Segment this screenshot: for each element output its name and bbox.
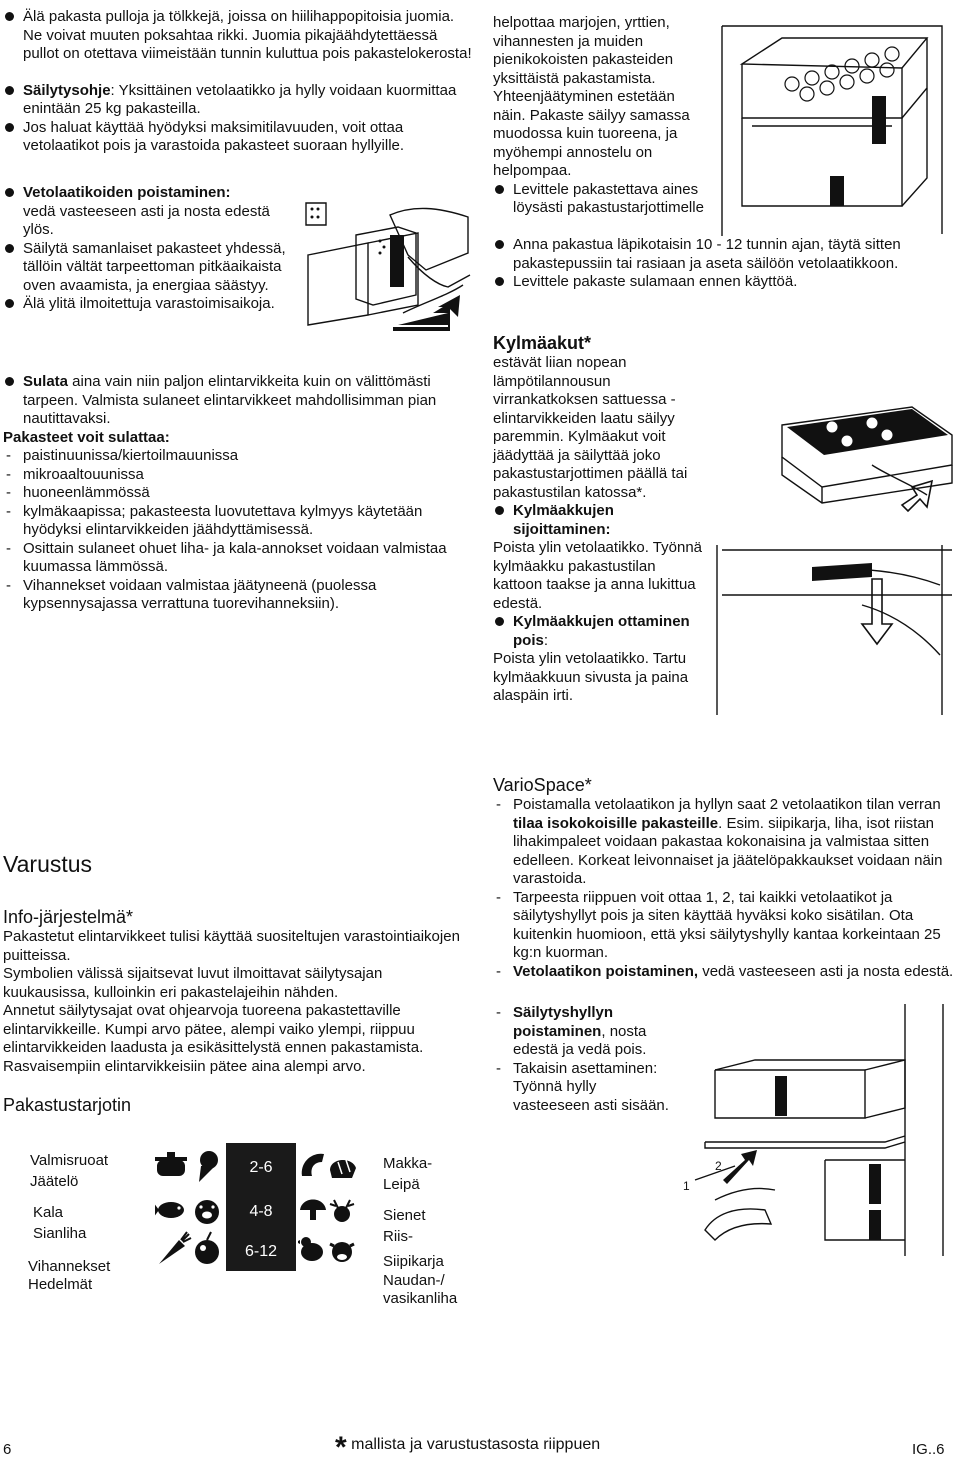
variospace-block <box>493 774 955 981</box>
variospace-item-1-text: Poistamalla vetolaatikon ja hyllyn saat 2 vetolaatikon tilan verran <box>513 796 941 813</box>
sausage-icon <box>302 1154 324 1176</box>
tray-step-1: Levittele pakastettava aines löysästi pakastustarjottimelle <box>493 181 705 218</box>
drawer-removal-block <box>3 184 293 314</box>
storage-instruction-text: : Yksittäinen vetolaatikko ja hylly voidaan kuormittaa enintään 25 kg pakasteilla. <box>23 81 457 117</box>
info-label: Makka- <box>383 1155 433 1172</box>
info-labels-left-2 <box>33 1202 86 1244</box>
fish-icon <box>155 1202 184 1218</box>
thaw-tip-text: aina vain niin paljon elintarvikkeita kuin on välittömästi tarpeen. Valmista sulaneet elintarvikkeet mahdollisimman pian nautittavaksi. <box>23 373 437 427</box>
info-system-p1: Pakastetut elintarvikkeet tulisi käyttää suositeltujen varastointiaikojen puitteissa. <box>3 928 460 964</box>
equipment-block <box>3 850 471 1116</box>
info-label: Hedelmät <box>28 1276 93 1293</box>
variospace-item-4-bold: Säilytyshyllyn poistaminen <box>513 1004 614 1040</box>
info-system-heading: Info-järjestelmä* <box>3 907 134 927</box>
page-number: 6 <box>3 1441 12 1458</box>
info-label: Sianliha <box>33 1225 87 1242</box>
document-code: IG..6 <box>912 1441 945 1458</box>
thaw-tip <box>3 373 473 429</box>
store-similar-tip: Säilytä samanlaiset pakasteet yhdessä, tällöin vältät tarpeettoman pitkäaikaista oven avaamista, ja energiaa säästyy. <box>3 240 293 296</box>
left-thaw-block <box>3 373 473 614</box>
pot-icon <box>155 1152 187 1176</box>
variospace-item-1-bold: tilaa isokokoisille pakasteille <box>513 814 719 832</box>
bread-icon <box>330 1160 356 1178</box>
cold-pack-placement <box>493 502 708 539</box>
left-top-column <box>3 8 473 156</box>
apple-icon <box>195 1232 219 1264</box>
chicken-icon <box>298 1237 323 1261</box>
info-system-p3: Annetut säilytysajat ovat ohjearvoja tuoreena pakastettaville elintarvikkeille. Kumpi arvo pätee, alempi vaiko ylempi, riippuu elintarvikkeiden laadusta ja esikäsittelystä ennen pakastamista. Rasvaisempiin elintarvikkeisiin pätee aina alempi arvo. <box>3 1002 424 1075</box>
carrot-icon <box>159 1232 191 1264</box>
info-labels-left-3 <box>28 1258 110 1294</box>
drawer-removal-label: Vetolaatikoiden poistaminen: <box>23 184 231 201</box>
tray-step-3: Levittele pakaste sulamaan ennen käyttöä. <box>493 273 953 292</box>
thaw-method: - huoneenlämmössä <box>3 484 473 503</box>
cold-pack-removal <box>493 613 708 650</box>
info-label: Vihannekset <box>28 1258 111 1275</box>
footnote <box>335 1431 601 1464</box>
equipment-heading: Varustus <box>3 851 93 877</box>
storage-range: 4-8 <box>249 1203 273 1220</box>
tray-step-2: Anna pakastua läpikotaisin 10 - 12 tunnin ajan, täytä sitten pakastepussiin tai rasiaan ja aseta säilöön vetolaatikkoon. <box>493 236 953 273</box>
thaw-tip-label: Sulata <box>23 373 69 390</box>
storage-instruction-label: Säilytysohje <box>23 81 111 99</box>
freezer-tray-illustration <box>712 6 952 238</box>
drawer-removal <box>3 184 293 240</box>
info-icons-left <box>155 1148 225 1268</box>
footnote-star: * <box>335 1431 347 1464</box>
tray-steps-block <box>493 236 953 292</box>
variospace-item-3-rest: vedä vasteeseen asti ja nosta edestä. <box>698 962 954 980</box>
variospace-item-4-rest: , nosta edestä ja vedä pois. <box>513 1022 647 1058</box>
info-icons-right <box>298 1148 358 1268</box>
bottle-warning: Älä pakasta pulloja ja tölkkejä, joissa on hiilihappopitoisia juomia. Ne voivat muuten poksahtaa rikki. Juomia pikajäähdytettäessä pullot on otettava viimeistään tunnin kuluttua pois pakastelokerosta! <box>3 8 473 64</box>
storage-time-tip: Älä ylitä ilmoitettuja varastoimisaikoja. <box>3 295 293 314</box>
variospace-narrow-block <box>493 1004 673 1115</box>
variospace-illustration <box>675 1000 957 1260</box>
cold-pack-intro: estävät liian nopean lämpötilannousun virrankatkoksen sattuessa - elintarvikkeiden laatu säilyy paremmin. Kylmäakut voit jäädyttää ja säilyttää joko pakastustarjottimen päällä tai pakastustilan katossa*. <box>493 354 688 501</box>
tray-intro: helpottaa marjojen, yrttien, vihannesten ja muiden pienikokoisten pakasteiden yksittäistä pakastamista. Yhteenjäätyminen estetään näin. Pakaste säilyy samassa muodossa kuin tuoreena, ja myöhempi annostelu on helpompaa. <box>493 14 690 179</box>
info-system-p2: Symbolien välissä sijaitsevat luvut ilmoittavat säilytysajan kuukausissa, kulloinkin eri pakastelajeihin nähden. <box>3 965 383 1001</box>
info-label: Leipä <box>383 1176 420 1193</box>
thaw-methods-heading: Pakasteet voit sulattaa: <box>3 428 170 446</box>
info-label: Naudan-/ <box>383 1271 445 1289</box>
storage-range: 6-12 <box>244 1243 278 1260</box>
info-label: Siipikarja <box>383 1253 444 1270</box>
ice-cream-icon <box>199 1151 218 1182</box>
thaw-method: - Vihannekset voidaan valmistaa jäätyneenä (puolessa kypsennysajassa verrattuna tuorevihanneksiin). <box>3 577 473 614</box>
info-labels-left-1 <box>30 1150 108 1192</box>
info-label: Sienet <box>383 1207 426 1224</box>
variospace-item-4 <box>493 1004 673 1060</box>
step-label-2: 2 <box>715 1159 722 1173</box>
cold-pack-placement-text: Poista ylin vetolaatikko. Työnnä kylmäakku pakastustilan kattoon taakse ja anna lukittua edestä. <box>493 539 703 612</box>
variospace-item-2: - Tarpeesta riippuen voit ottaa 1, 2, tai kaikki vetolaatikot ja säilytyshyllyt pois ja siten käyttää hyväksi koko sisätilan. Ota kuitenkin huomioon, että yksi säilytyshylly kantaa korkeintaan 25 kg:n kuorman. <box>493 889 955 963</box>
info-label: Valmisruoat <box>30 1152 109 1169</box>
cold-pack-block <box>493 332 708 706</box>
storage-instruction <box>3 82 473 119</box>
max-volume-tip: Jos haluat käyttää hyödyksi maksimitilavuuden, voit ottaa vetolaatikot pois ja varastoida pakasteet suoraan hyllyille. <box>3 119 473 156</box>
variospace-item-3-bold: Vetolaatikon poistaminen, <box>513 962 699 980</box>
variospace-item-1-rest: . Esim. siipikarja, liha, isot riistan lihakimpaleet voidaan pakastaa kokonaisina ja valmistaa sitten edelleen. Korkeat leivonnaiset ja jäätelöpakkaukset voidaan näin varastoida. <box>513 814 943 887</box>
deer-icon <box>330 1200 354 1222</box>
info-labels-right-1 <box>383 1153 432 1195</box>
info-label: Riis- <box>383 1228 413 1245</box>
mushroom-icon <box>300 1200 326 1221</box>
info-label: vasikanliha <box>383 1290 458 1307</box>
step-label-1: 1 <box>683 1179 690 1193</box>
cold-pack-removal-text: Poista ylin vetolaatikko. Tartu kylmäakkuun sivusta ja paina alaspäin irti. <box>493 650 689 704</box>
pig-icon <box>195 1200 219 1224</box>
info-label: Kala <box>33 1204 64 1221</box>
variospace-item-5: - Takaisin asettaminen: Työnnä hylly vasteeseen asti sisään. <box>493 1060 673 1116</box>
info-labels-right-2 <box>383 1205 426 1247</box>
thaw-method: - mikroaaltouunissa <box>3 466 473 485</box>
thaw-method: - paistinuunissa/kiertoilmauunissa <box>3 447 473 466</box>
info-labels-right-3 <box>383 1253 457 1309</box>
storage-months-panel <box>226 1143 296 1271</box>
tray-text-block <box>493 14 705 218</box>
drawer-removal-illustration <box>298 195 478 345</box>
freezing-tray-heading: Pakastustarjotin <box>3 1095 132 1115</box>
variospace-heading: VarioSpace* <box>493 775 592 795</box>
drawer-removal-text: vedä vasteeseen asti ja nosta edestä ylös. <box>23 202 270 238</box>
cold-pack-placement-label: Kylmäakkujen sijoittaminen: <box>513 502 614 538</box>
storage-range: 2-6 <box>249 1159 273 1176</box>
cold-pack-removal-colon: : <box>543 631 549 649</box>
cold-pack-removal-label: Kylmäakkujen ottaminen pois <box>513 613 690 649</box>
cold-pack-illustration <box>712 395 957 725</box>
variospace-item-1 <box>493 796 955 889</box>
cow-icon <box>330 1242 354 1262</box>
footnote-text: mallista ja varustustasosta riippuen <box>351 1436 601 1453</box>
variospace-item-3 <box>493 963 955 982</box>
thaw-method: - kylmäkaapissa; pakasteesta luovutettava kylmyys käytetään hyödyksi elintarvikkeiden jäähdyttämisessä. <box>3 503 473 540</box>
cold-pack-heading: Kylmäakut* <box>493 333 592 353</box>
thaw-method: - Osittain sulaneet ohuet liha- ja kala-annokset voidaan valmistaa kuumassa lämmössä. <box>3 540 473 577</box>
info-label: Jäätelö <box>30 1173 79 1190</box>
